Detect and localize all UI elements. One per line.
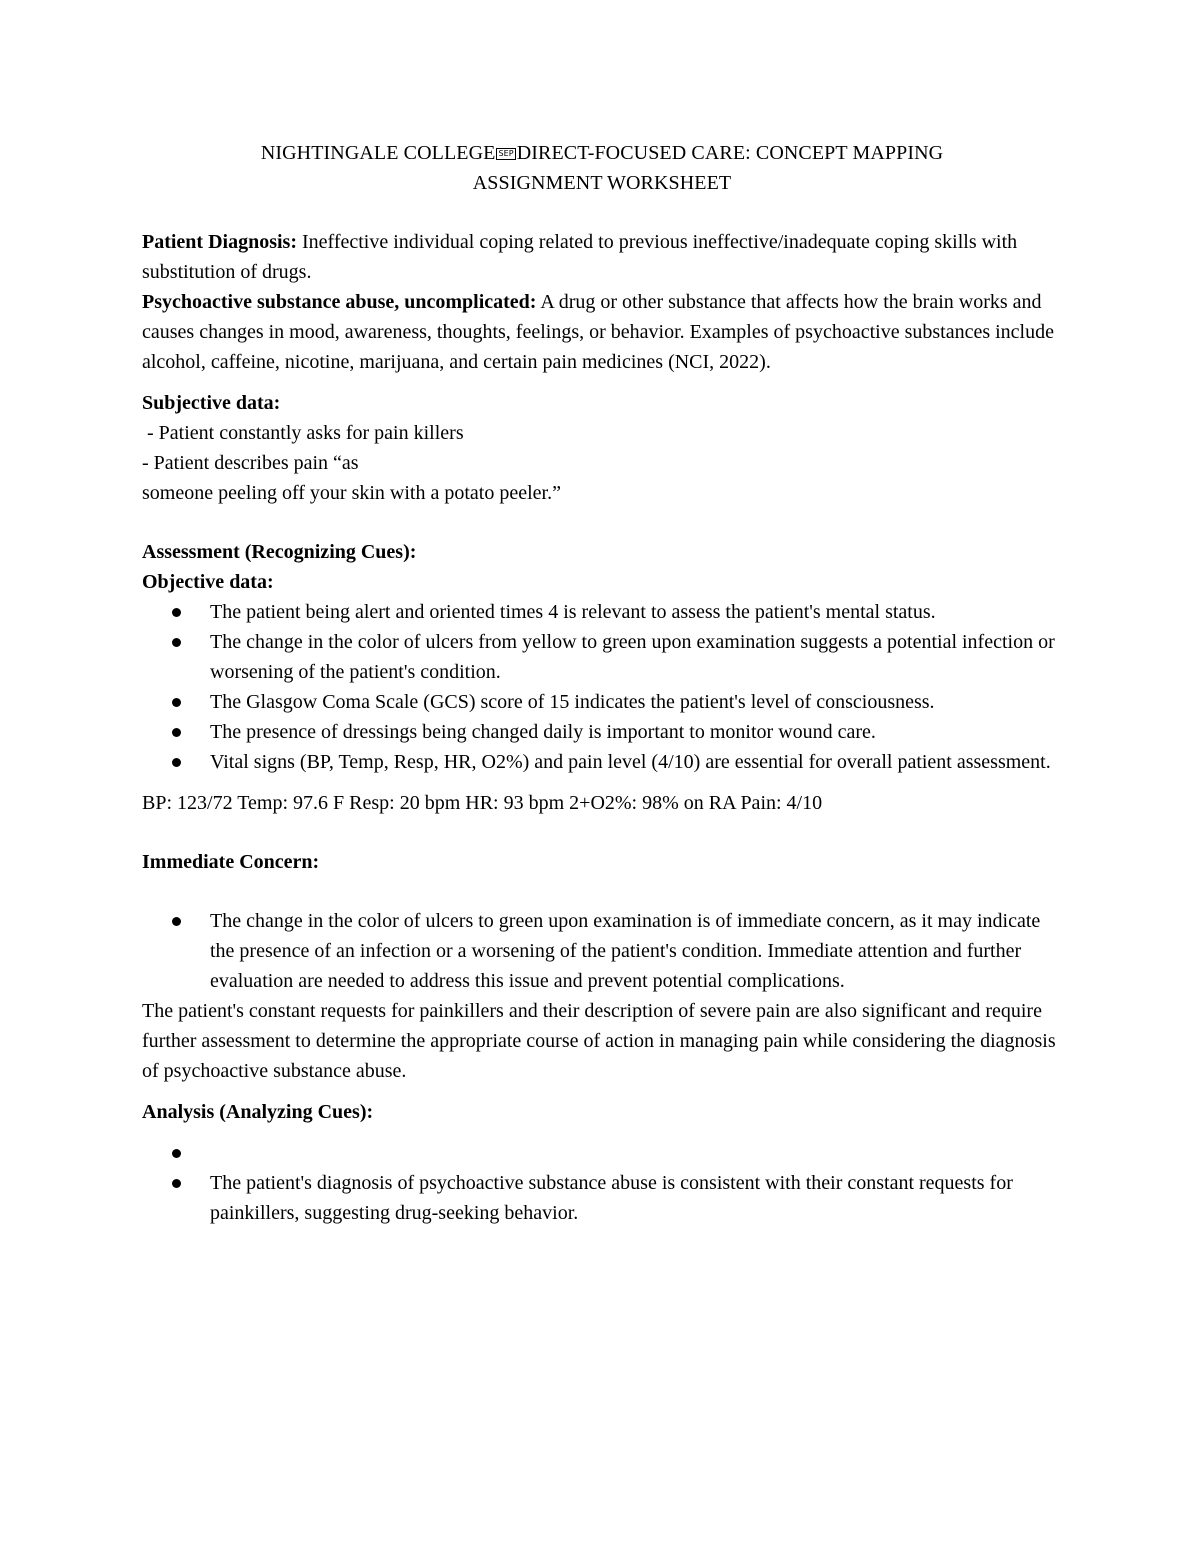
subjective-heading [142,388,1062,418]
document-title [142,138,1062,198]
list-item [142,1138,1062,1168]
worksheet-page [142,138,1062,1228]
bullet-icon [172,1149,181,1158]
list-item [142,627,1062,687]
analysis-heading-text: Analysis (Analyzing Cues): [142,1101,374,1123]
vitals-line: BP: 123/72 Temp: 97.6 F Resp: 20 bpm HR: 93 bpm 2+O2%: 98% on RA Pain: 4/10 [142,792,823,814]
list-item-text: The patient being alert and oriented times 4 is relevant to assess the patient's mental status. [210,601,936,623]
list-item [142,1168,1062,1228]
assessment-heading-text: Assessment (Recognizing Cues): [142,541,417,563]
list-item-text: The change in the color of ulcers to green upon examination is of immediate concern, as it may indicate the presence of an infection or a worsening of the patient's condition. Immediate attention and further evaluation are needed to address this issue and prevent potential complications. [210,910,1041,992]
bullet-icon [172,698,181,707]
analysis-heading [142,1097,1062,1127]
list-item [142,747,1062,777]
concern-list [142,906,1062,996]
analysis-list [142,1138,1062,1228]
bullet-icon [172,1179,181,1188]
objective-list [142,597,1062,777]
psychoactive-paragraph [142,287,1062,377]
diagnosis-paragraph [142,227,1062,287]
separator-glyph: SEP [498,149,514,159]
list-item-text: The change in the color of ulcers from yellow to green upon examination suggests a potential infection or worsening of the patient's condition. [210,631,1055,683]
list-item [142,906,1062,996]
psychoactive-text: A drug or other substance that affects how the brain works and causes changes in mood, awareness, thoughts, feelings, or behavior. Examples of psychoactive substances include alcohol, caffeine, nicotine, marijuana, and certain pain medicines (NCI, 2022). [142,291,1054,373]
list-item-text: The patient's diagnosis of psychoactive substance abuse is consistent with their constant requests for painkillers, suggesting drug-seeking behavior. [210,1172,1013,1224]
diagnosis-label: Patient Diagnosis: [142,231,297,253]
subjective-line-2: - Patient describes pain “as [142,452,359,474]
list-item-text: The Glasgow Coma Scale (GCS) score of 15 indicates the patient's level of consciousness. [210,691,935,713]
bullet-icon [172,758,181,767]
assessment-heading [142,537,1062,567]
title-course: DIRECT-FOCUSED CARE: CONCEPT MAPPING [516,142,944,164]
diagnosis-text: Ineffective individual coping related to previous ineffective/inadequate coping skills with substitution of drugs. [142,231,1018,283]
concern-heading [142,847,1062,877]
title-line2: ASSIGNMENT WORKSHEET [472,172,732,194]
list-item-text: The presence of dressings being changed daily is important to monitor wound care. [210,721,876,743]
bullet-icon [172,608,181,617]
list-item [142,687,1062,717]
subjective-line-1: - Patient constantly asks for pain killers [142,422,464,444]
objective-heading-text: Objective data: [142,571,274,593]
list-item [142,597,1062,627]
list-item-text: Vital signs (BP, Temp, Resp, HR, O2%) and pain level (4/10) are essential for overall patient assessment. [210,751,1051,773]
objective-heading [142,567,1062,597]
concern-heading-text: Immediate Concern: [142,851,320,873]
psychoactive-label: Psychoactive substance abuse, uncomplicated: [142,291,537,313]
concern-paragraph: The patient's constant requests for painkillers and their description of severe pain are also significant and require further assessment to determine the appropriate course of action in managing pain while considering the diagnosis of psychoactive substance abuse. [142,1000,1056,1082]
subjective-heading-text: Subjective data: [142,392,281,414]
list-item [142,717,1062,747]
bullet-icon [172,728,181,737]
list-item-text [210,1142,215,1164]
bullet-icon [172,638,181,647]
bullet-icon [172,917,181,926]
subjective-line-3: someone peeling off your skin with a potato peeler.” [142,482,561,504]
title-college: NIGHTINGALE COLLEGE [260,142,496,164]
